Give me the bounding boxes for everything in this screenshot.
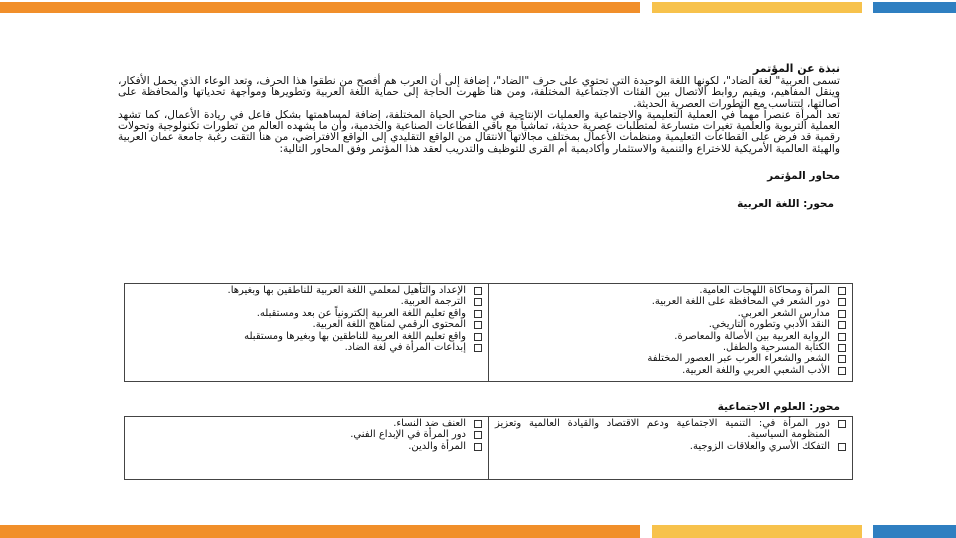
checkbox[interactable] [474,344,482,352]
checkbox[interactable] [474,420,482,428]
checkbox[interactable] [838,287,846,295]
checkbox[interactable] [474,287,482,295]
checkbox[interactable] [474,431,482,439]
checkbox[interactable] [838,443,846,451]
list-item: دور المرأة في: التنمية الاجتماعية ودعم الاقتصاد والقيادة العالمية وتعزيز المنظومة السياسية. [495,418,846,441]
checkbox[interactable] [474,310,482,318]
checkbox[interactable] [474,443,482,451]
axis-social-table [124,416,853,480]
list-item: النقد الأدبي وتطوره التاريخي. [495,319,846,330]
list-item: المرأة والدين. [131,441,482,452]
list-item: واقع تعليم اللغة العربية إلكترونياً عن بعد ومستقبله. [131,308,482,319]
bottom-bar-yellow [652,525,862,538]
list-item: الكتابة المسرحية والطفل. [495,342,846,353]
axes-title: محاور المؤتمر [767,170,840,183]
list-item: الشعر والشعراء العرب عبر العصور المختلفة [495,353,846,364]
checkbox[interactable] [838,344,846,352]
top-bar-blue [873,2,956,13]
axis-social-title: محور: العلوم الاجتماعية [717,401,840,413]
list-item: الترجمة العربية. [131,296,482,307]
bottom-bar-orange [0,525,640,538]
checkbox[interactable] [474,321,482,329]
checkbox[interactable] [838,321,846,329]
about-paragraph-2: تعد المرأة عنصراً مهماً في العملية التعليمية والاجتماعية والعمليات الإنتاجية في مناحي الحياة المختلفة، إضافة لمساهمتها بشكل فاعل في ريادة الأعمال، كما تشهد العملية التربوية والعلمية تغيرات متسارعة لمتطلبات عصرية حديثة، تماشياً مع باقي القطاعات الصناعية والخدمية، وأن ما يشهده العالم من تطورات تكنولوجية وتحولات رقمية قد فرض على القطاعات التعليمية ومنظمات الأعمال بمختلف مجالاتها الانتقال من الواقع التقليدي إلى الواقع الافتراضي، من هنا التقت رغبة جامعة عمان العربية والهيئة العالمية الأمريكية للاختراع والتنمية والاستثمار وأكاديمية أم القرى للتوظيف والتدريب لعقد هذا المؤتمر وفق المحاور التالية: [118,108,840,155]
checkbox[interactable] [838,310,846,318]
axis-arabic-left-column [125,284,489,381]
document-content [118,62,840,210]
top-bar-orange [0,2,640,13]
list-item: الإعداد والتأهيل لمعلمي اللغة العربية للناطقين بها وبغيرها. [131,285,482,296]
list-item: واقع تعليم اللغة العربية للناطقين بها وبغيرها ومستقبله [131,331,482,342]
bottom-bar-blue [873,525,956,538]
list-item: العنف ضد النساء. [131,418,482,429]
checkbox[interactable] [838,355,846,363]
checkbox[interactable] [838,333,846,341]
list-item: التفكك الأسري والعلاقات الزوجية. [495,441,846,452]
list-item: الرواية العربية بين الأصالة والمعاصرة. [495,331,846,342]
list-item: إبداعات المرأة في لغة الضاد. [131,342,482,353]
axis-arabic-table [124,283,853,382]
checkbox[interactable] [838,420,846,428]
list-item: المحتوى الرقمي لمناهج اللغة العربية. [131,319,482,330]
about-paragraph-1: تسمى العربية" لغة الضاد"، لكونها اللغة الوحيدة التي تحتوي على حرف "الضاد"، إضافة إلى أن العرب هم أفصح من نطقوا هذا الحرف، وتعد الوعاء الذي يحمل الأفكار، وينقل المفاهيم، ويقيم روابط الاتصال بين الفئات الاجتماعية المختلفة، ومن هنا ظهرت الحاجة إلى حماية اللغة العربية وتطويرها ومواجهة تحدياتها والمحافظة على أصالتها، لتتناسب مع التطورات العصرية الحديثة. [118,75,840,110]
checkbox[interactable] [474,333,482,341]
list-item: مدارس الشعر العربي. [495,308,846,319]
axis-social-left-column [125,417,489,479]
list-item: دور المرأة في الإبداع الفني. [131,429,482,440]
checkbox[interactable] [838,298,846,306]
axis-social-right-column [489,417,852,479]
about-title: نبذة عن المؤتمر [752,62,840,75]
list-item: الأدب الشعبي العربي واللغة العربية. [495,365,846,376]
top-bar-yellow [652,2,862,13]
axis-arabic-title: محور: اللغة العربية [737,198,834,211]
checkbox[interactable] [474,298,482,306]
list-item: المرأة ومحاكاة اللهجات العامية. [495,285,846,296]
checkbox[interactable] [838,367,846,375]
axis-arabic-right-column [489,284,852,381]
list-item: دور الشعر في المحافظة على اللغة العربية. [495,296,846,307]
